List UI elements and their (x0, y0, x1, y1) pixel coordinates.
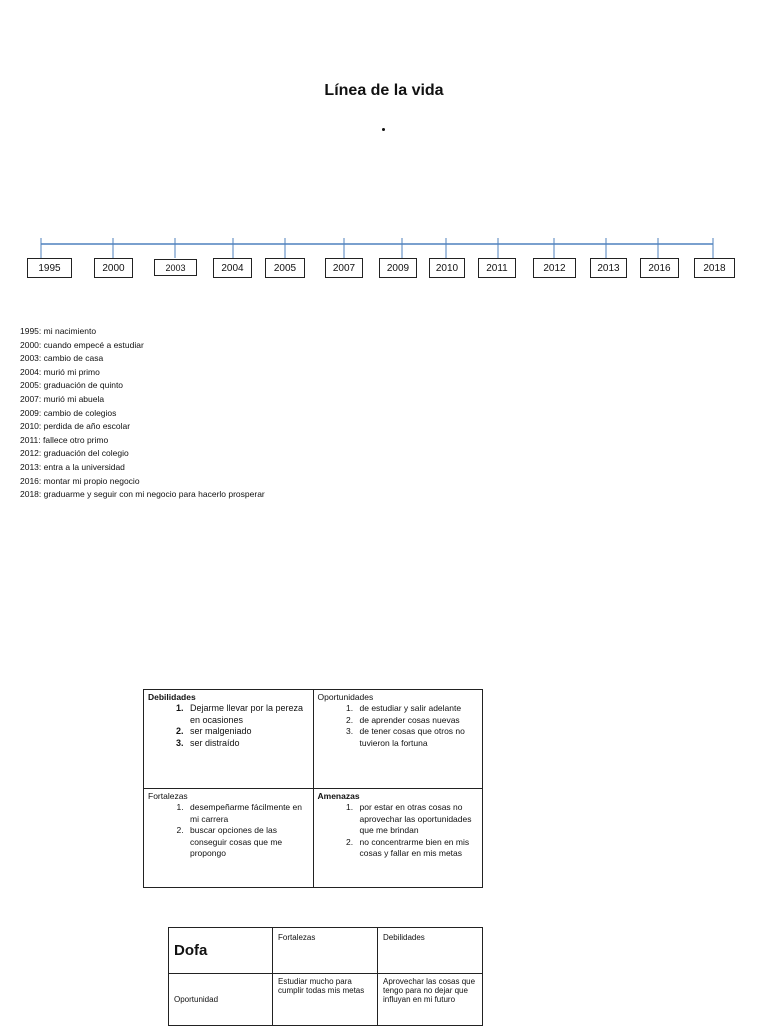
list-item: 2. no concentrarme bien en mis cosas y fallar en mis metas (356, 837, 479, 860)
list-item: 1. desempeñarme fácilmente en mi carrera (186, 802, 309, 825)
event-item: 2018: graduarme y seguir con mi negocio para hacerlo prosperar (20, 489, 265, 500)
list-item: 3. de tener cosas que otros no tuvieron la fortuna (356, 726, 479, 749)
dofa-col-fortalezas: Fortalezas (273, 928, 378, 974)
swot-fortalezas-heading: Fortalezas (148, 791, 188, 801)
swot-oportunidades-cell (313, 690, 483, 789)
swot-amenazas-list (318, 802, 479, 860)
year-box-2009: 2009 (379, 258, 417, 278)
page-title: Línea de la vida (324, 82, 444, 99)
year-box-2011: 2011 (478, 258, 516, 278)
swot-fortalezas-list (148, 802, 309, 860)
list-item: 3. ser distraído (186, 738, 309, 750)
dofa-cell-fortalezas: Estudiar mucho para cumplir todas mis metas (273, 974, 378, 1026)
swot-oportunidades-list (318, 703, 479, 749)
list-item: 2. buscar opciones de las conseguir cosas que me propongo (186, 825, 309, 860)
list-item: 1. por estar en otras cosas no aprovechar las oportunidades que me brindan (356, 802, 479, 837)
event-item: 2004: murió mi primo (20, 366, 100, 377)
year-box-2013: 2013 (590, 258, 627, 278)
year-box-2016: 2016 (640, 258, 679, 278)
list-item: 1. Dejarme llevar por la pereza en ocasiones (186, 703, 309, 726)
dofa-col-debilidades: Debilidades (378, 928, 483, 974)
event-item: 2013: entra a la universidad (20, 461, 125, 472)
year-box-2004: 2004 (213, 258, 252, 278)
swot-amenazas-heading: Amenazas (317, 791, 360, 801)
year-box-2003: 2003 (154, 259, 197, 276)
list-item: 2. ser malgeniado (186, 726, 309, 738)
swot-fortalezas-cell (144, 789, 314, 888)
swot-table (143, 689, 483, 888)
swot-amenazas-cell (313, 789, 483, 888)
year-box-2000: 2000 (94, 258, 133, 278)
year-box-2010: 2010 (429, 258, 465, 278)
dofa-row-oportunidad: Oportunidad (169, 974, 273, 1026)
event-item: 2012: graduación del colegio (20, 448, 129, 459)
swot-debilidades-heading: Debilidades (148, 692, 196, 702)
year-box-1995: 1995 (27, 258, 72, 278)
dofa-cell-debilidades: Aprovechar las cosas que tengo para no dejar que influyan en mi futuro (378, 974, 483, 1026)
event-item: 2010: perdida de año escolar (20, 421, 131, 432)
swot-debilidades-list (148, 703, 309, 749)
dofa-title: Dofa (169, 928, 273, 974)
title-dot (382, 128, 385, 131)
year-box-2007: 2007 (325, 258, 363, 278)
event-item: 2000: cuando empecé a estudiar (20, 339, 144, 350)
event-item: 2009: cambio de colegios (20, 407, 117, 418)
swot-debilidades-cell (144, 690, 314, 789)
list-item: 2. de aprender cosas nuevas (356, 715, 479, 727)
event-item: 2011: fallece otro primo (20, 434, 109, 445)
event-item: 2016: montar mi propio negocio (20, 475, 140, 486)
timeline-axis (0, 230, 768, 260)
event-item: 1995: mi nacimiento (20, 326, 97, 336)
dofa-table (168, 927, 483, 1026)
year-box-2018: 2018 (694, 258, 735, 278)
event-item: 2005: graduación de quinto (20, 380, 124, 391)
event-item: 2007: murió mi abuela (20, 393, 105, 404)
year-box-2012: 2012 (533, 258, 576, 278)
event-item: 2003: cambio de casa (20, 353, 104, 364)
swot-oportunidades-heading: Oportunidades (317, 692, 374, 702)
events-list (20, 325, 265, 502)
list-item: 1. de estudiar y salir adelante (356, 703, 479, 715)
year-box-2005: 2005 (265, 258, 305, 278)
